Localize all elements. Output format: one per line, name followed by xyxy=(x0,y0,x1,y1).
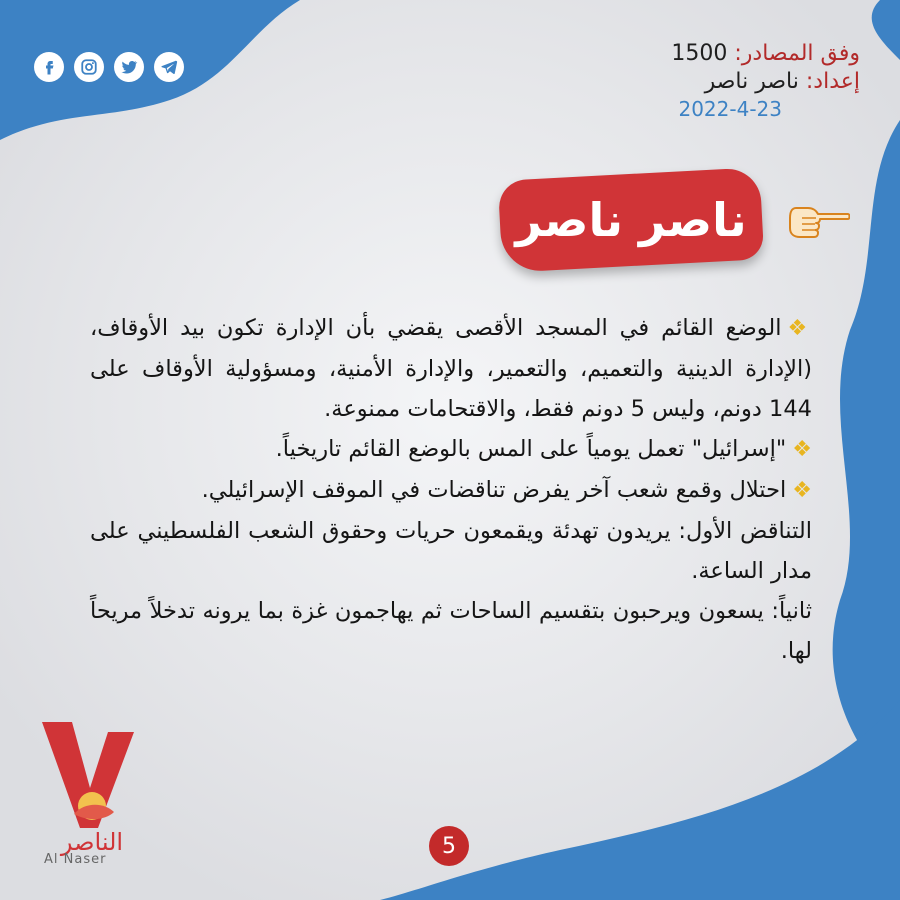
page-number: 5 xyxy=(429,826,469,866)
prepared-line xyxy=(671,68,860,96)
social-icons xyxy=(34,52,184,82)
prepared-label: إعداد: xyxy=(805,69,860,94)
bullet-icon: ❖ xyxy=(792,437,812,462)
paragraph-4: التناقض الأول: يريدون تهدئة ويقمعون حريات وحقوق الشعب الفلسطيني على مدار الساعة. xyxy=(90,518,812,584)
sources-value: 1500 xyxy=(671,41,728,66)
date-text: 2022-4-23 xyxy=(678,97,782,121)
body-text xyxy=(90,308,812,671)
facebook-icon[interactable] xyxy=(34,52,64,82)
sources-label: وفق المصادر: xyxy=(734,41,860,66)
pointing-hand-icon xyxy=(788,204,850,240)
instagram-icon[interactable] xyxy=(74,52,104,82)
paragraph-1: ❖الوضع القائم في المسجد الأقصى يقضي بأن الإدارة تكون بيد الأوقاف، (الإدارة الدينية والتعميم، والتعمير، والإدارة الأمنية، ومسؤولية الأوقاف على 144 دونم، وليس 5 دونم فقط، والاقتحامات ممنوعة. xyxy=(90,315,812,422)
brand-arabic: الناصر xyxy=(60,828,124,856)
bullet-icon: ❖ xyxy=(792,478,812,503)
bullet-icon: ❖ xyxy=(787,316,812,341)
paragraph-5: ثانياً: يسعون ويرحبون بتقسيم الساحات ثم يهاجمون غزة بما يرونه تدخلاً مريحاً لها. xyxy=(90,598,812,664)
page-title: ناصر ناصر xyxy=(515,193,747,247)
telegram-icon[interactable] xyxy=(154,52,184,82)
prepared-value: ناصر ناصر xyxy=(704,69,799,94)
paragraph-3: ❖احتلال وقمع شعب آخر يفرض تناقضات في الموقف الإسرائيلي. xyxy=(201,477,812,503)
brand-english: Al Naser xyxy=(44,852,107,867)
paragraph-2: ❖"إسرائيل" تعمل يومياً على المس بالوضع القائم تاريخياً. xyxy=(275,436,812,462)
twitter-icon[interactable] xyxy=(114,52,144,82)
brand-logo xyxy=(34,718,144,868)
sources-line xyxy=(671,40,860,68)
header-meta xyxy=(671,40,860,122)
